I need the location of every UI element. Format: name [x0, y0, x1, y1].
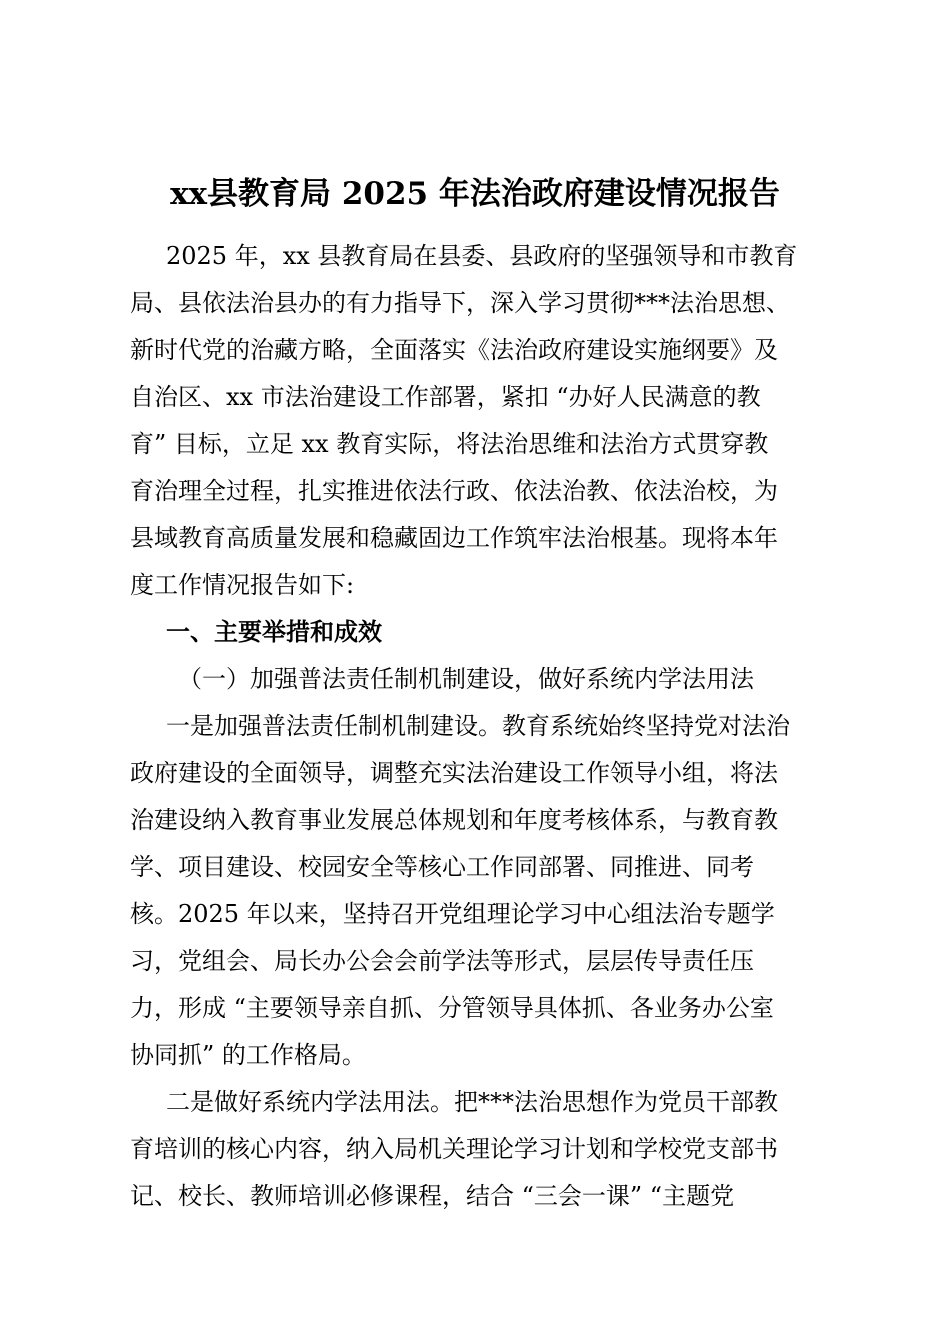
para1-line-1: 一是加强普法责任制机制建设。教育系统始终坚持党对法治: [166, 712, 790, 740]
document-title: xx县教育局 2025 年法治政府建设情况报告: [170, 176, 780, 212]
para1-line-8: 协同抓” 的工作格局。: [130, 1041, 366, 1069]
para1-line-5: 核。2025 年以来，坚持召开党组理论学习中心组法治专题学: [130, 900, 775, 928]
para1-line-7: 力，形成 “主要领导亲自抓、分管领导具体抓、各业务办公室: [130, 994, 774, 1022]
para1-line-2: 政府建设的全面领导，调整充实法治建设工作领导小组，将法: [130, 759, 778, 787]
subsection-1-heading: （一）加强普法责任制机制建设，做好系统内学法用法: [178, 665, 754, 693]
intro-line-7: 县域教育高质量发展和稳藏固边工作筑牢法治根基。现将本年: [130, 524, 778, 552]
para1-line-3: 治建设纳入教育事业发展总体规划和年度考核体系，与教育教: [130, 806, 778, 834]
intro-line-5: 育” 目标，立足 xx 教育实际，将法治思维和法治方式贯穿教: [130, 430, 769, 458]
para1-line-4: 学、项目建设、校园安全等核心工作同部署、同推进、同考: [130, 853, 754, 881]
intro-line-8: 度工作情况报告如下:: [130, 571, 355, 599]
section-1-heading: 一、主要举措和成效: [166, 617, 382, 646]
intro-line-2: 局、县依法治县办的有力指导下，深入学习贯彻***法治思想、: [130, 289, 790, 317]
intro-line-4: 自治区、xx 市法治建设工作部署，紧扣 “办好人民满意的教: [130, 383, 761, 411]
intro-line-3: 新时代党的治藏方略，全面落实《法治政府建设实施纲要》及: [130, 336, 778, 364]
para2-line-2: 育培训的核心内容，纳入局机关理论学习计划和学校党支部书: [130, 1135, 778, 1163]
intro-line-1: 2025 年，xx 县教育局在县委、县政府的坚强领导和市教育: [166, 242, 798, 270]
intro-line-6: 育治理全过程，扎实推进依法行政、依法治教、依法治校，为: [130, 477, 778, 505]
para2-line-1: 二是做好系统内学法用法。把***法治思想作为党员干部教: [166, 1088, 778, 1116]
para1-line-6: 习，党组会、局长办公会会前学法等形式，层层传导责任压: [130, 947, 754, 975]
para2-line-3: 记、校长、教师培训必修课程，结合 “三会一课” “主题党: [130, 1182, 735, 1210]
